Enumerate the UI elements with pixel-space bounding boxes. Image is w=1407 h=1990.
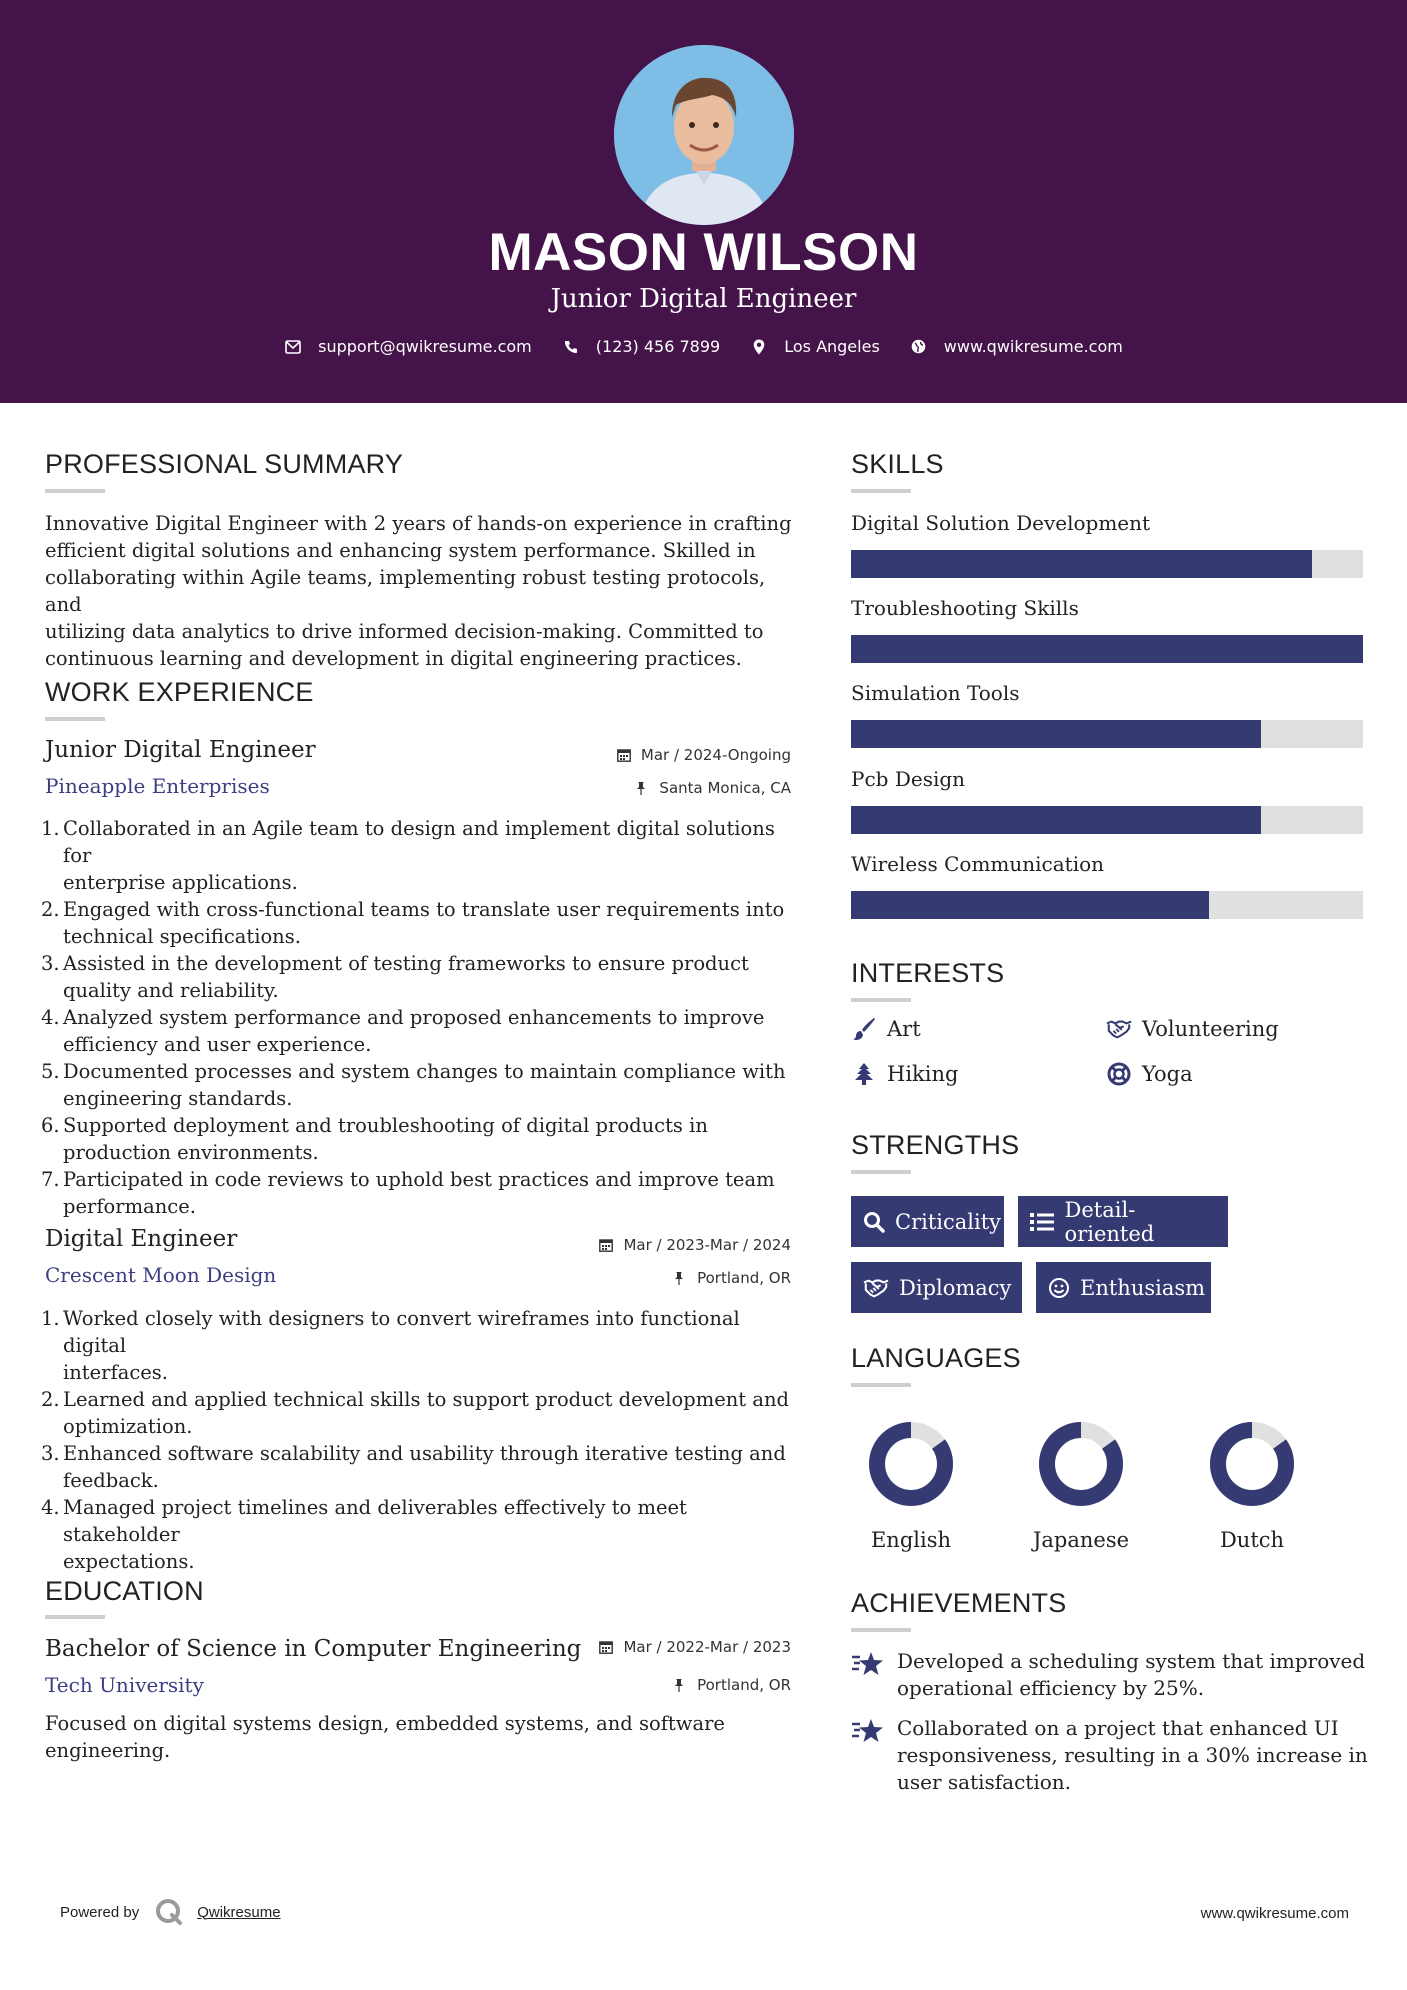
job-date: [540, 746, 791, 764]
education-heading-rule: [45, 1615, 105, 1619]
skill-bar: [851, 806, 1363, 834]
location-text: Los Angeles: [784, 337, 880, 356]
interest-label: Art: [887, 1017, 921, 1041]
language-item: [1192, 1420, 1312, 1552]
strength-label: Enthusiasm: [1080, 1275, 1206, 1300]
strength-label: Diplomacy: [899, 1275, 1012, 1300]
list-item: 3. Assisted in the development of testing frameworks to ensure product quality and reliability.: [41, 952, 749, 1002]
list-item: 7. Participated in code reviews to uphold best practices and improve team performance.: [41, 1168, 775, 1218]
candidate-name: MASON WILSON: [488, 223, 919, 282]
calendar-icon: [599, 1238, 613, 1252]
achievements-heading-rule: [851, 1628, 911, 1632]
pushpin-icon: [673, 1271, 687, 1285]
interest-item: [1106, 1061, 1193, 1087]
strength-label: Criticality: [895, 1209, 1001, 1234]
languages-heading: LANGUAGES: [851, 1343, 1021, 1373]
email-text: support@qwikresume.com: [318, 337, 532, 356]
skill-label: Pcb Design: [851, 767, 966, 791]
tree-icon: [851, 1061, 877, 1087]
school-name: Tech University: [45, 1673, 204, 1697]
interest-item: [851, 1061, 958, 1087]
interest-item: [1106, 1016, 1279, 1042]
job-title: Junior Digital Engineer: [45, 737, 316, 763]
job-date: [540, 1236, 791, 1254]
resume-header: [0, 0, 1407, 403]
job-title: Digital Engineer: [45, 1226, 238, 1252]
summary-line: continuous learning and development in digital engineering practices.: [45, 647, 742, 670]
list-item: 2. Learned and applied technical skills to support product development and optimization.: [41, 1388, 790, 1438]
skill-label: Simulation Tools: [851, 681, 1020, 705]
powered-by-text: Powered by: [60, 1903, 140, 1921]
interests-heading: INTERESTS: [851, 958, 1005, 988]
skill-bar: [851, 891, 1363, 919]
list-item: 6. Supported deployment and troubleshooting of digital products in production environments.: [41, 1114, 708, 1164]
education-location-text: Portland, OR: [697, 1676, 791, 1694]
achievement-item: [851, 1715, 1368, 1796]
language-label: Japanese: [1032, 1528, 1130, 1552]
education-location: [540, 1676, 791, 1694]
job-location-text: Portland, OR: [697, 1269, 791, 1287]
language-item: [851, 1420, 971, 1552]
skill-bar-fill: [851, 891, 1209, 919]
skill-label: Troubleshooting Skills: [851, 596, 1079, 620]
skill-bar: [851, 635, 1363, 663]
interests-heading-rule: [851, 998, 911, 1002]
language-label: Dutch: [1219, 1528, 1285, 1552]
contact-bar: [0, 337, 1407, 356]
language-donut: [1208, 1420, 1296, 1508]
skill-label: Digital Solution Development: [851, 511, 1151, 535]
interest-item: [851, 1016, 921, 1042]
contact-website[interactable]: [910, 337, 1123, 356]
summary-line: utilizing data analytics to drive informed decision-making. Committed to: [45, 620, 764, 643]
language-donut: [867, 1420, 955, 1508]
contact-phone[interactable]: [562, 337, 720, 356]
education-heading: EDUCATION: [45, 1576, 204, 1606]
list-item: 5. Documented processes and system changes to maintain compliance with engineering standards.: [41, 1060, 786, 1110]
qwikresume-logo-icon: [155, 1898, 183, 1926]
profile-photo: [614, 45, 794, 225]
education-description: Focused on digital systems design, embedded systems, and software engineering.: [45, 1712, 725, 1762]
envelope-icon: [284, 338, 302, 356]
language-item: [1021, 1420, 1141, 1552]
job-bullets: [41, 1305, 805, 1575]
lifering-icon: [1106, 1061, 1132, 1087]
contact-location: [750, 337, 880, 356]
experience-heading: WORK EXPERIENCE: [45, 677, 314, 707]
education-date: [540, 1638, 791, 1656]
list-item: 3. Enhanced software scalability and usability through iterative testing and feedback.: [41, 1442, 786, 1492]
company-name: Crescent Moon Design: [45, 1263, 277, 1287]
strength-label: Detail-oriented: [1064, 1197, 1155, 1246]
strengths-heading-rule: [851, 1170, 911, 1174]
achievement-text: Collaborated on a project that enhanced UI responsiveness, resulting in a 30% increase in user satisfaction.: [897, 1716, 1368, 1794]
job-date-text: Mar / 2023-Mar / 2024: [623, 1236, 791, 1254]
skill-bar-fill: [851, 550, 1312, 578]
summary-text: [45, 510, 805, 672]
achievement-text: Developed a scheduling system that improved operational efficiency by 25%.: [897, 1649, 1366, 1700]
phone-text: (123) 456 7899: [595, 337, 721, 356]
skills-heading: SKILLS: [851, 449, 944, 479]
summary-heading: PROFESSIONAL SUMMARY: [45, 449, 404, 479]
globe-icon: [910, 338, 928, 356]
interest-label: Volunteering: [1142, 1017, 1279, 1041]
strength-tag: [851, 1196, 1004, 1247]
experience-heading-rule: [45, 717, 105, 721]
footer-website[interactable]: www.qwikresume.com: [1200, 1905, 1349, 1922]
list-item: 4. Managed project timelines and deliverables effectively to meet stakeholder expectations.: [41, 1496, 687, 1573]
map-pin-icon: [750, 338, 768, 356]
company-name: Pineapple Enterprises: [45, 774, 270, 798]
strength-tag: [1018, 1196, 1228, 1247]
language-donut: [1037, 1420, 1125, 1508]
job-bullets: [41, 815, 805, 1220]
summary-line: efficient digital solutions and enhancing system performance. Skilled in: [45, 539, 756, 562]
star-award-icon: [851, 1715, 885, 1749]
list-icon: [1030, 1209, 1055, 1235]
skill-bar: [851, 720, 1363, 748]
job-location: [540, 779, 791, 797]
list-item: 2. Engaged with cross-functional teams to translate user requirements into technical specifications.: [41, 898, 785, 948]
skill-label: Wireless Communication: [851, 852, 1105, 876]
languages-heading-rule: [851, 1383, 911, 1387]
qwikresume-link[interactable]: Qwikresume: [197, 1903, 281, 1921]
strength-tag: [851, 1262, 1022, 1313]
skill-bar: [851, 550, 1363, 578]
star-award-icon: [851, 1648, 885, 1682]
achievements-heading: ACHIEVEMENTS: [851, 1588, 1067, 1618]
pushpin-icon: [635, 781, 649, 795]
smile-icon: [1048, 1275, 1070, 1301]
job-location-text: Santa Monica, CA: [659, 779, 791, 797]
calendar-icon: [599, 1640, 613, 1654]
summary-line: Innovative Digital Engineer with 2 years of hands-on experience in crafting: [45, 512, 792, 535]
pushpin-icon: [673, 1678, 687, 1692]
strength-tag: [1036, 1262, 1211, 1313]
list-item: 4. Analyzed system performance and proposed enhancements to improve efficiency and user experience.: [41, 1006, 765, 1056]
skills-heading-rule: [851, 489, 911, 493]
footer-powered-by: [60, 1898, 281, 1926]
skill-bar-fill: [851, 806, 1261, 834]
summary-line: collaborating within Agile teams, implementing robust testing protocols, and: [45, 566, 766, 616]
interest-label: Yoga: [1142, 1062, 1193, 1086]
calendar-icon: [617, 748, 631, 762]
summary-heading-rule: [45, 489, 105, 493]
strengths-heading: STRENGTHS: [851, 1130, 1020, 1160]
contact-email[interactable]: [284, 337, 532, 356]
paintbrush-icon: [851, 1016, 877, 1042]
interest-label: Hiking: [887, 1062, 959, 1086]
list-item: 1. Collaborated in an Agile team to design and implement digital solutions for enterprise applications.: [41, 817, 775, 894]
achievement-item: [851, 1648, 1365, 1702]
language-label: English: [870, 1528, 952, 1552]
skill-bar-fill: [851, 635, 1363, 663]
handshake-icon: [863, 1275, 889, 1301]
candidate-title: Junior Digital Engineer: [550, 284, 857, 314]
degree-title: Bachelor of Science in Computer Engineering: [45, 1636, 582, 1662]
list-item: 1. Worked closely with designers to convert wireframes into functional digital interfaces.: [41, 1307, 740, 1384]
skill-bar-fill: [851, 720, 1261, 748]
phone-icon: [562, 338, 580, 356]
handshake-icon: [1106, 1016, 1132, 1042]
job-location: [540, 1269, 791, 1287]
search-icon: [863, 1209, 885, 1235]
website-text: www.qwikresume.com: [943, 337, 1123, 356]
education-date-text: Mar / 2022-Mar / 2023: [623, 1638, 791, 1656]
job-date-text: Mar / 2024-Ongoing: [640, 746, 791, 764]
